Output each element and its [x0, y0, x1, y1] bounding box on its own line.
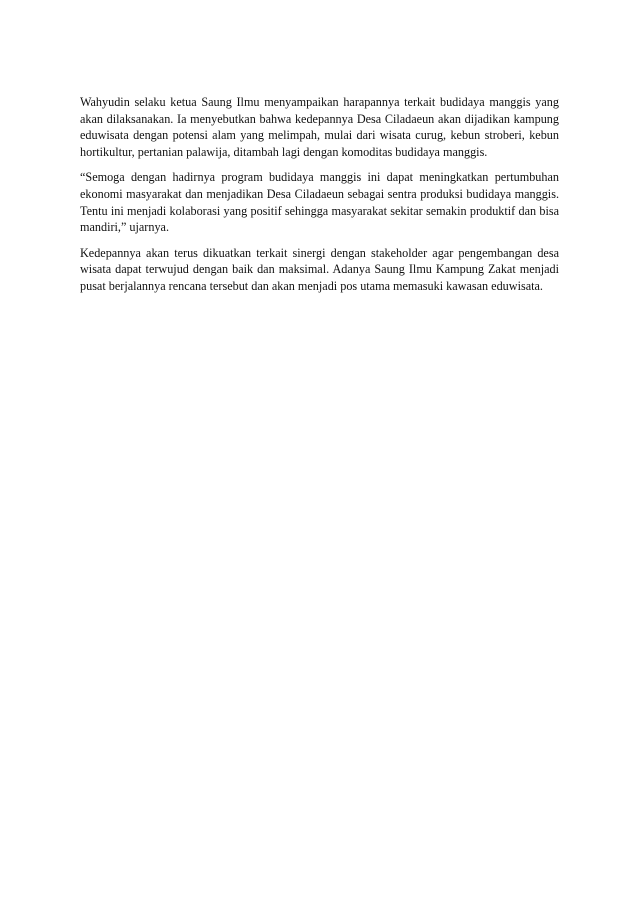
paragraph-1: Wahyudin selaku ketua Saung Ilmu menyampaikan harapannya terkait budidaya manggis yang akan dilaksanakan. Ia menyebutkan bahwa kedepannya Desa Ciladaeun akan dijadikan kampung eduwisata dengan potensi alam yang melimpah, mulai dari wisata curug, kebun stroberi, kebun hortikultur, pertanian palawija, ditambah lagi dengan komoditas budidaya manggis. — [80, 95, 559, 159]
paragraph-3: Kedepannya akan terus dikuatkan terkait sinergi dengan stakeholder agar pengembangan desa wisata dapat terwujud dengan baik dan maksimal. Adanya Saung Ilmu Kampung Zakat menjadi pusat berjalannya rencana tersebut dan akan menjadi pos utama memasuki kawasan eduwisata. — [80, 245, 559, 293]
document-body — [80, 94, 559, 304]
paragraph-2: “Semoga dengan hadirnya program budidaya manggis ini dapat meningkatkan pertumbuhan ekonomi masyarakat dan menjadikan Desa Ciladaeun sebagai sentra produksi budidaya manggis. Tentu ini menjadi kolaborasi yang positif sehingga masyarakat sekitar semakin produktif dan bisa mandiri,” ujarnya. — [80, 170, 559, 235]
